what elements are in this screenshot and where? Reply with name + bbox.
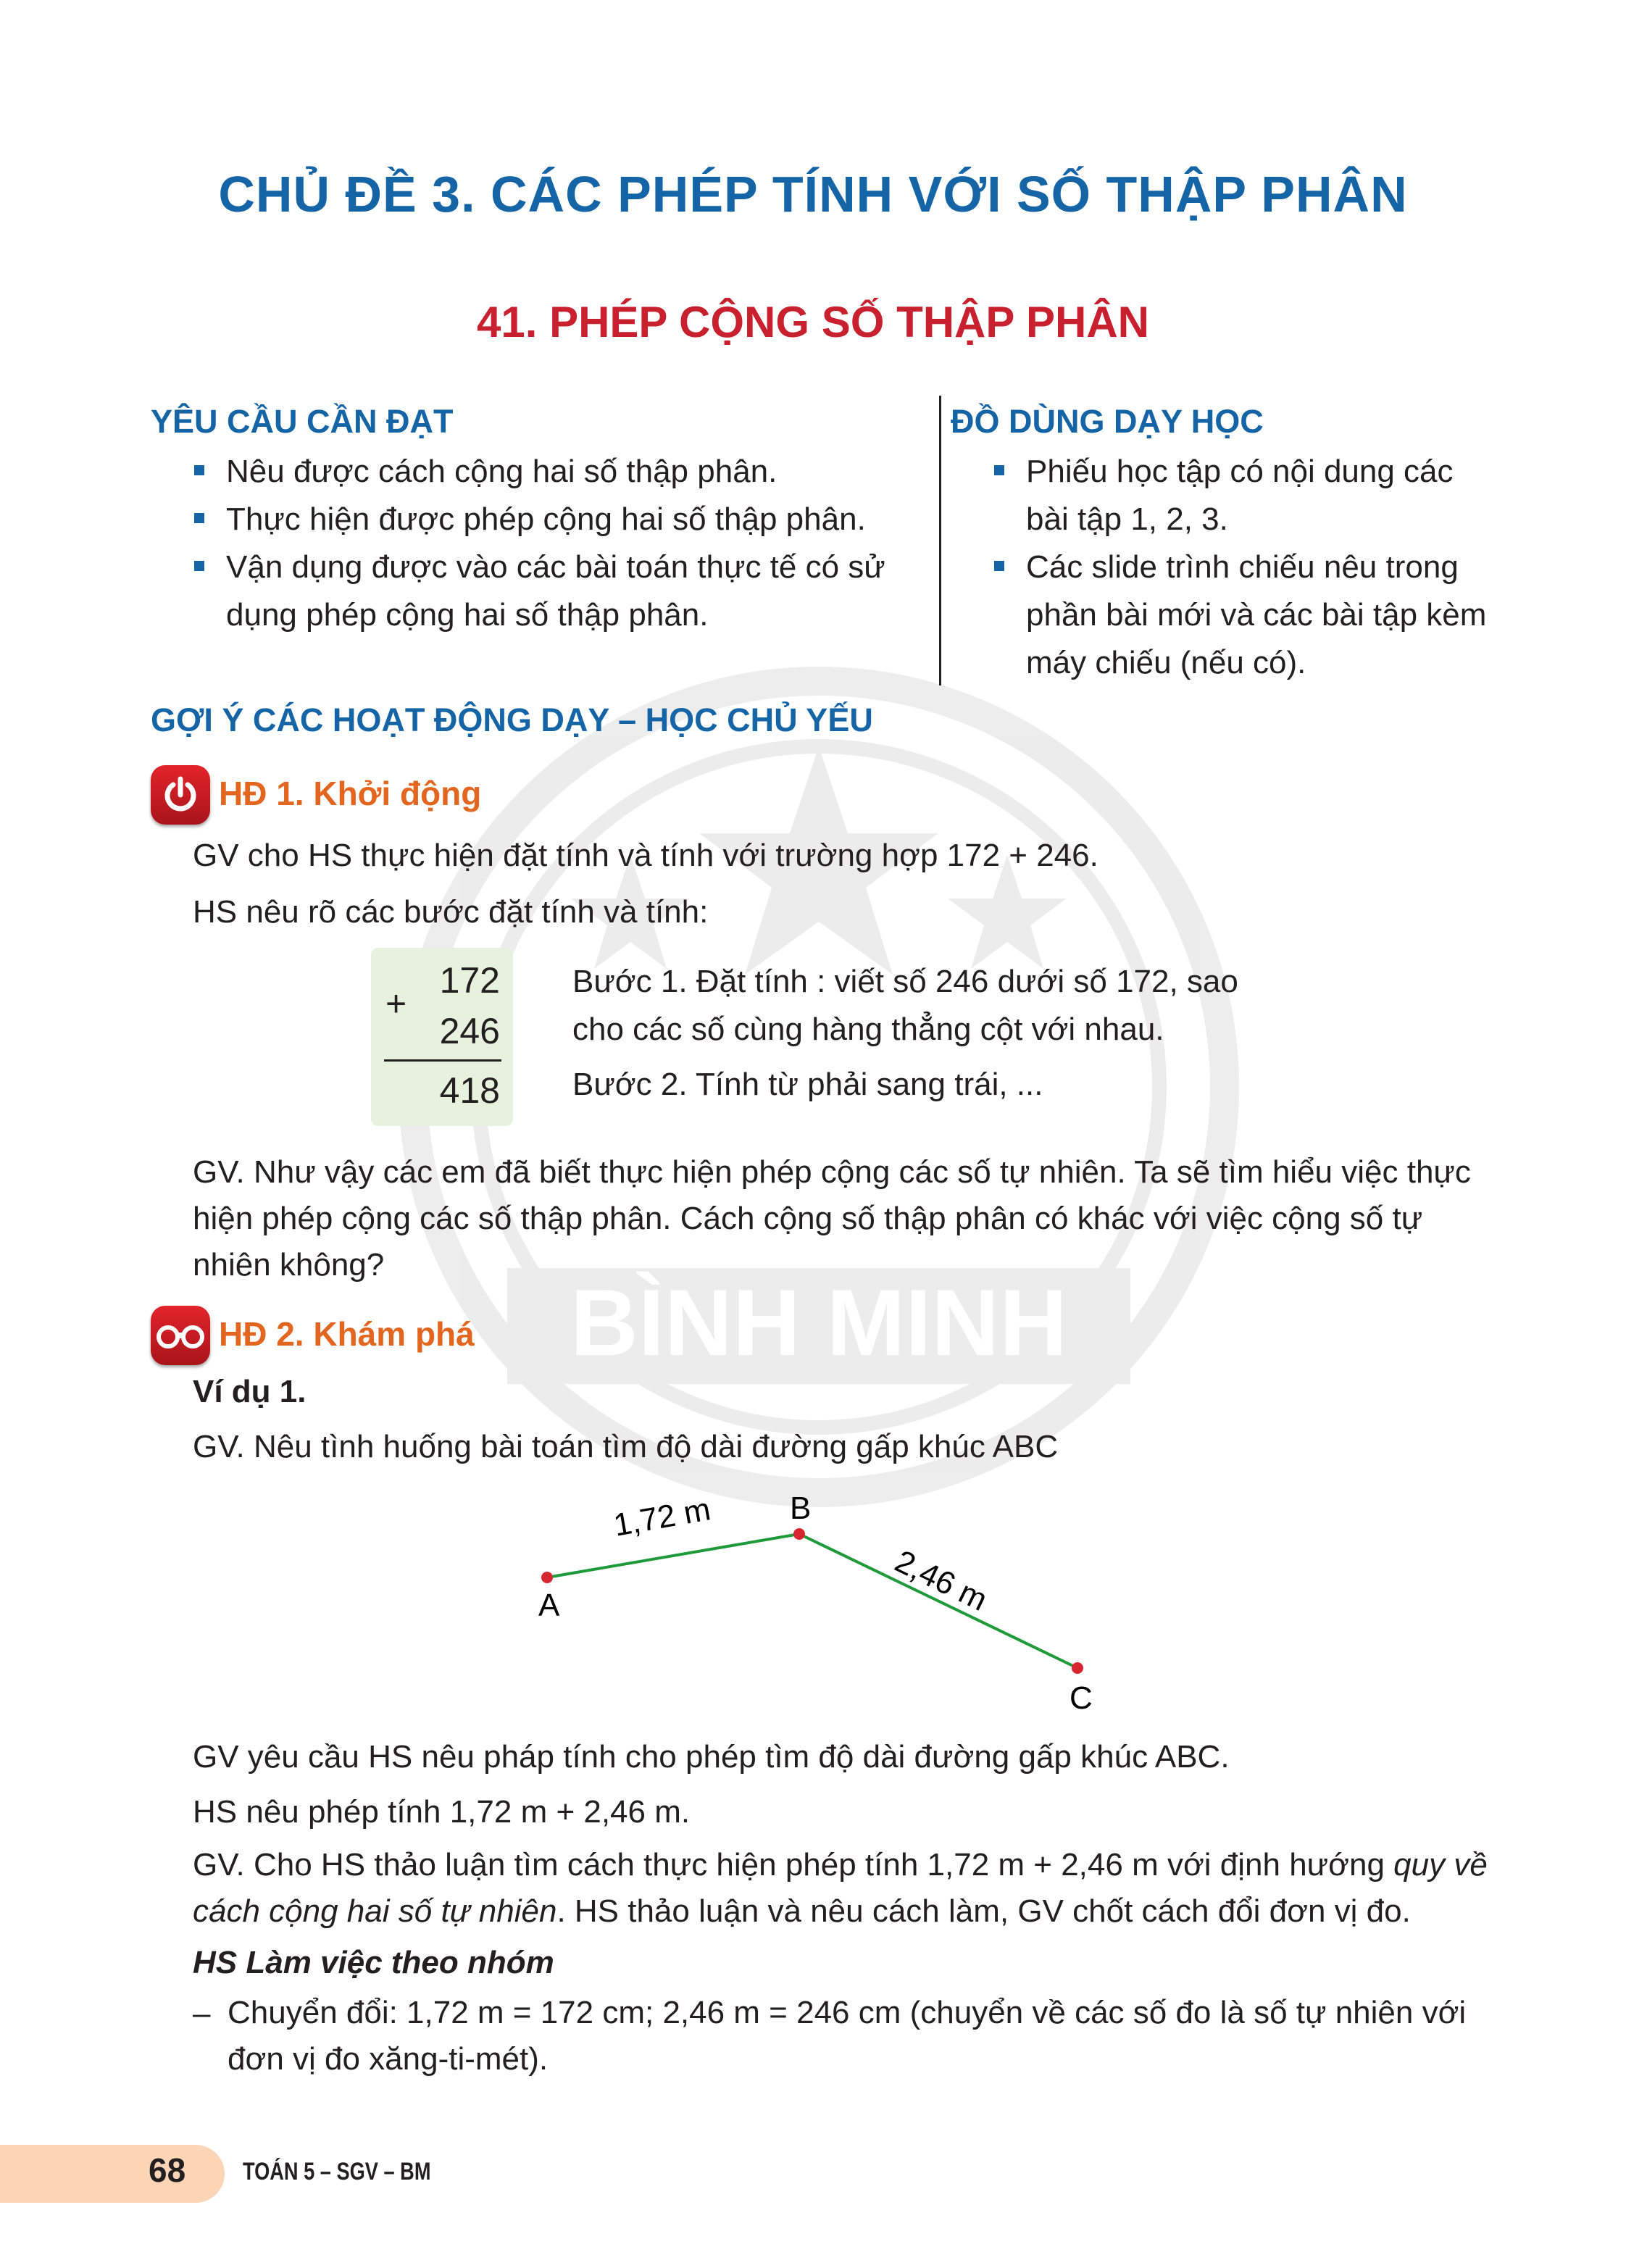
sum-line	[384, 1059, 501, 1062]
hd1-line2: HS nêu rõ các bước đặt tính và tính:	[193, 894, 709, 930]
hd2-heading: HĐ 2. Khám phá	[219, 1315, 475, 1353]
hd2-situation: GV. Nêu tình huống bài toán tìm độ dài đường gấp khúc ABC	[193, 1429, 1059, 1464]
plus-sign: +	[385, 983, 407, 1024]
addend-1: 172	[439, 960, 500, 1001]
lesson-title: 41. PHÉP CỘNG SỐ THẬP PHÂN	[476, 298, 1149, 346]
sum-result: 418	[439, 1070, 500, 1111]
material-item: Phiếu học tập có nội dung các bài tập 1, 2, 3.	[990, 448, 1490, 543]
requirements-list	[190, 448, 936, 639]
watermark-text: BÌNH MINH	[570, 1270, 1068, 1375]
conversion-item: Chuyển đổi: 1,72 m = 172 cm; 2,46 m = 246 cm (chuyển về các số đo là số tự nhiên với đơn vị đo xăng-ti-mét).	[228, 1995, 1467, 2077]
length-bc: 2,46 m	[889, 1543, 993, 1618]
requirements-heading: YÊU CẦU CẦN ĐẠT	[151, 403, 454, 440]
example-label: Ví dụ 1.	[193, 1374, 307, 1409]
material-item: Các slide trình chiếu nêu trong phần bài mới và các bài tập kèm máy chiếu (nếu có).	[990, 543, 1490, 687]
hd2-p3-end: . HS thảo luận và nêu cách làm, GV chốt cách đổi đơn vị đo.	[556, 1893, 1411, 1929]
hd2-p3	[193, 1842, 1490, 1935]
group-work-heading: HS Làm việc theo nhóm	[193, 1945, 554, 1980]
hd1-paragraph: GV. Như vậy các em đã biết thực hiện phép cộng các số tự nhiên. Ta sẽ tìm hiểu việc thực hiện phép cộng các số thập phân. Cách cộng số thập phân có khác với việc cộng số tự nhiên không?	[193, 1154, 1471, 1283]
materials-list	[990, 448, 1490, 687]
hd1-line1: GV cho HS thực hiện đặt tính và tính với trường hợp 172 + 246.	[193, 838, 1098, 873]
dash-bullet: –	[193, 1996, 211, 2031]
column-divider	[939, 396, 941, 685]
power-icon	[151, 765, 210, 825]
length-ab: 1,72 m	[611, 1491, 714, 1543]
activities-heading: GỢI Ý CÁC HOẠT ĐỘNG DẠY – HỌC CHỦ YẾU	[151, 701, 873, 738]
addend-2: 246	[439, 1011, 500, 1051]
point-a-dot	[541, 1572, 553, 1583]
label-c: C	[1070, 1680, 1093, 1716]
chapter-title: CHỦ ĐỀ 3. CÁC PHÉP TÍNH VỚI SỐ THẬP PHÂN	[218, 166, 1408, 222]
step-2: Bước 2. Tính từ phải sang trái, ...	[572, 1067, 1043, 1102]
polyline-figure	[507, 1478, 1093, 1725]
hd2-p1: GV yêu cầu HS nêu pháp tính cho phép tìm độ dài đường gấp khúc ABC.	[193, 1739, 1230, 1775]
segment-bc	[799, 1534, 1077, 1668]
hd2-p2: HS nêu phép tính 1,72 m + 2,46 m.	[193, 1794, 691, 1830]
point-b-dot	[793, 1528, 805, 1540]
hd2-p3-italic: quy về cách cộng hai số tự nhiên	[193, 1847, 1488, 1929]
point-c-dot	[1072, 1662, 1083, 1674]
segment-ab	[547, 1534, 799, 1577]
hd1-heading: HĐ 1. Khởi động	[219, 775, 482, 812]
label-a: A	[538, 1588, 560, 1623]
binoculars-icon	[151, 1306, 210, 1365]
materials-heading: ĐỒ DÙNG DẠY HỌC	[951, 403, 1264, 440]
requirement-item: Nêu được cách cộng hai số thập phân.	[190, 448, 936, 496]
requirement-item: Thực hiện được phép cộng hai số thập phân.	[190, 496, 936, 543]
step-1: Bước 1. Đặt tính : viết số 246 dưới số 172, sao cho các số cùng hàng thẳng cột với nhau.	[572, 964, 1238, 1047]
hd2-p3-start: GV. Cho HS thảo luận tìm cách thực hiện phép tính 1,72 m + 2,46 m với định hướng	[193, 1847, 1394, 1883]
label-b: B	[790, 1491, 812, 1526]
page-number: 68	[149, 2151, 186, 2189]
requirement-item: Vận dụng được vào các bài toán thực tế có sử dụng phép cộng hai số thập phân.	[190, 543, 936, 639]
footer-tab	[0, 2145, 225, 2203]
footer-book-title: TOÁN 5 – SGV – BM	[243, 2158, 431, 2185]
